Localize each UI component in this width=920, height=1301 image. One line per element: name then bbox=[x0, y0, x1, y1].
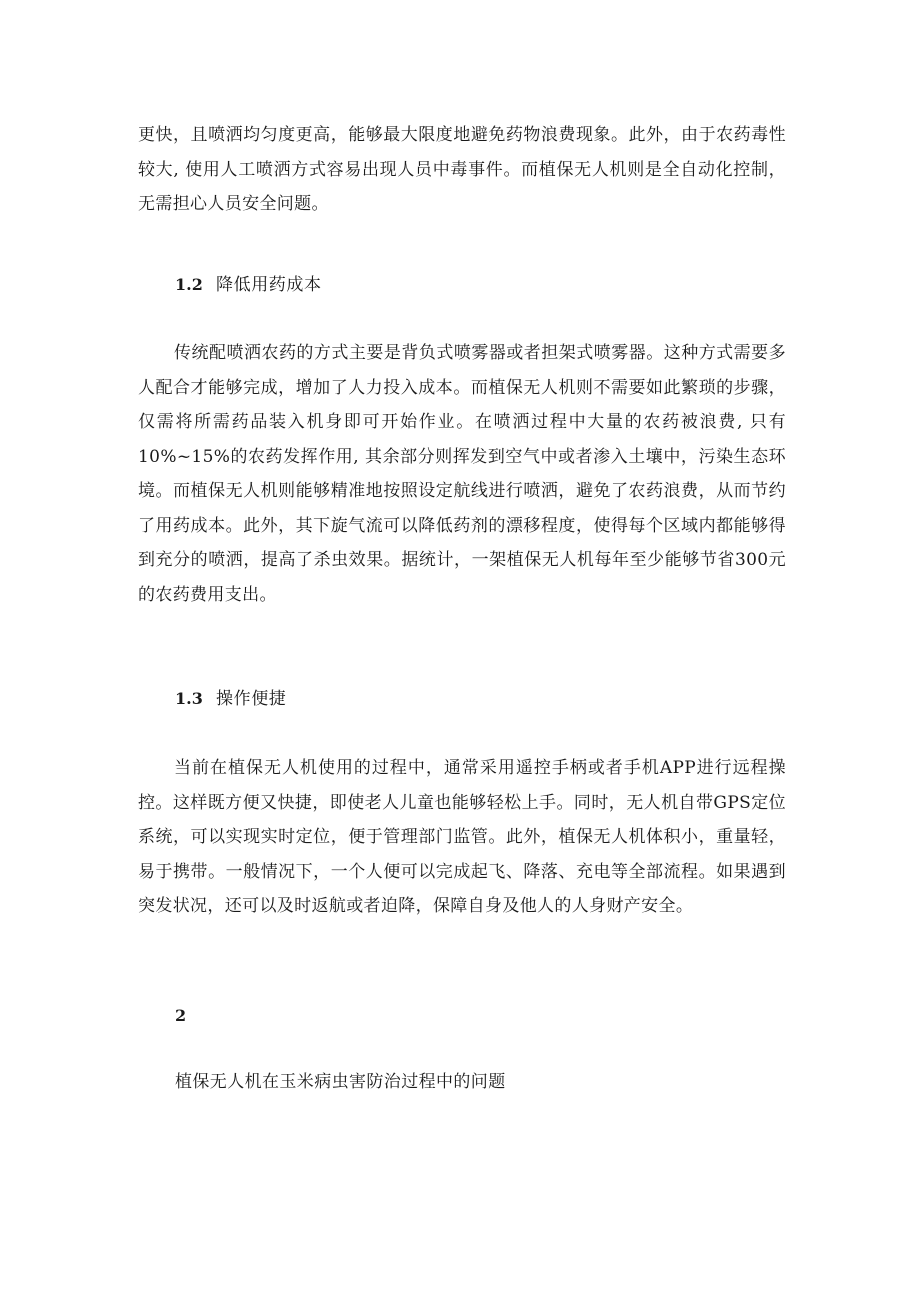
section-title: 植保无人机在玉米病虫害防治过程中的问题 bbox=[175, 1072, 506, 1092]
section-title: 降低用药成本 bbox=[216, 275, 322, 295]
paragraph-intro-continuation: 更快，且喷洒均匀度更高，能够最大限度地避免药物浪费现象。此外，由于农药毒性较大, 使用人工喷洒方式容易出现人员中毒事件。而植保无人机则是全自动化控制，无需担心人员安全问题。 bbox=[138, 125, 786, 214]
section-number: 2 bbox=[175, 1006, 187, 1025]
paragraph-easy-operation: 当前在植保无人机使用的过程中，通常采用遥控手柄或者手机APP进行远程操控。这样既方便又快捷，即使老人儿童也能够轻松上手。同时，无人机自带GPS定位系统，可以实现实时定位，便于管理部门监管。此外，植保无人机体积小，重量轻，易于携带。一般情况下，一个人便可以完成起飞、降落、充电等全部流程。如果遇到突发状况，还可以及时返航或者迫降，保障自身及他人的人身财产安全。 bbox=[138, 758, 786, 916]
paragraph-cost-reduction: 传统配喷洒农药的方式主要是背负式喷雾器或者担架式喷雾器。这种方式需要多人配合才能够完成，增加了人力投入成本。而植保无人机则不需要如此繁琐的步骤，仅需将所需药品装入机身即可开始作业。在喷洒过程中大量的农药被浪费, 只有10%~15%的农药发挥作用, 其余部分则挥发到空气中或者渗入土壤中，污染生态环境。而植保无人机则能够精准地按照设定航线进行喷洒，避免了农药浪费，从而节约了用药成本。此外，其下旋气流可以降低药剂的漂移程度，使得每个区域内都能够得到充分的喷洒，提高了杀虫效果。据统计，一架植保无人机每年至少能够节省300元的农药费用支出。 bbox=[138, 343, 786, 605]
section-title: 操作便捷 bbox=[216, 689, 287, 709]
section-number: 1.2 bbox=[175, 275, 203, 294]
section-number: 1.3 bbox=[175, 689, 203, 708]
